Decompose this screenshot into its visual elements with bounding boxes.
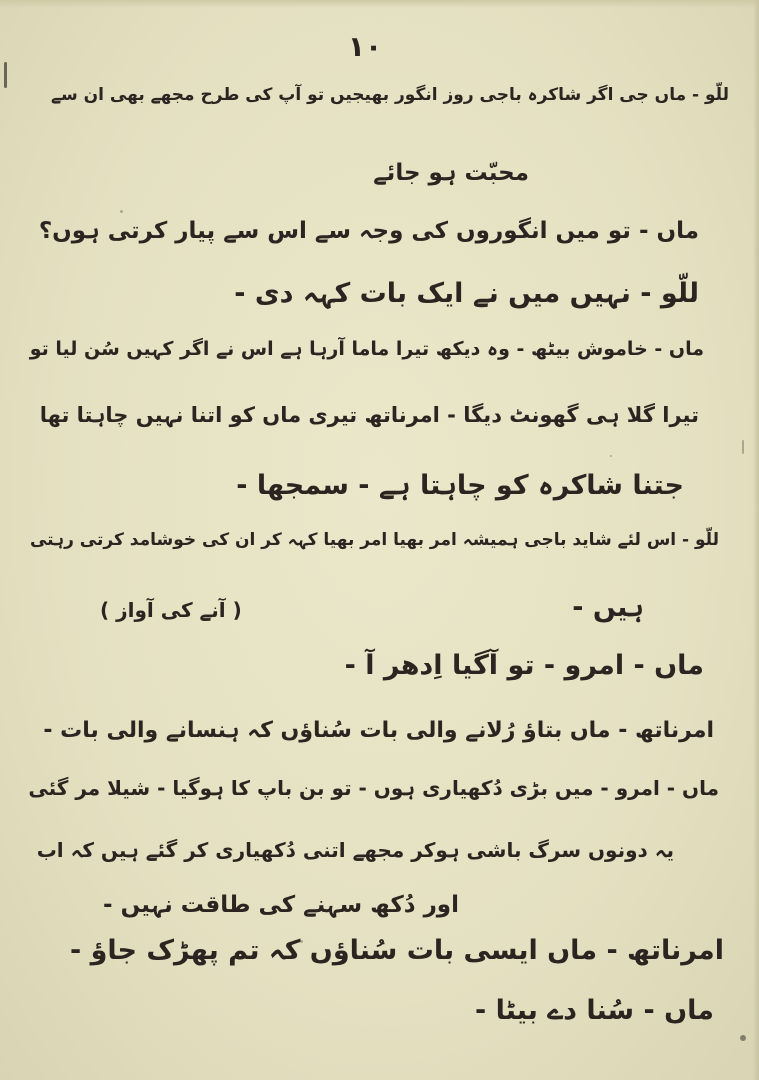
speaker-label: امرناتھ -	[606, 935, 724, 966]
dialogue-line-1	[51, 85, 729, 105]
dialogue-line-8	[30, 530, 719, 550]
dialogue-line-13	[37, 838, 674, 862]
dialogue-text: ماں ایسی بات سُناؤں کہ تم پھڑک جاؤ -	[69, 935, 607, 966]
margin-mark	[4, 62, 7, 88]
dialogue-text: یہ دونوں سرگ باشی ہوکر مجھے اتنی دُکھیاری کر گئے ہیں کہ اب	[36, 838, 674, 862]
dialogue-text: محبّت ہو جائے	[373, 160, 529, 186]
speaker-label: ماں -	[633, 650, 704, 681]
dialogue-line-10	[345, 650, 704, 682]
dialogue-text: نہیں میں نے ایک بات کہہ دی -	[234, 278, 641, 309]
dialogue-line-4	[234, 278, 699, 310]
dialogue-text: تیرا گلا ہی گھونٹ دیگا - امرناتھ تیری ماں کو اتنا نہیں چاہتا تھا	[39, 403, 699, 427]
dialogue-line-7	[236, 470, 684, 502]
speaker-label: ماں -	[643, 995, 714, 1026]
dialogue-line-6	[40, 403, 699, 428]
dialogue-text: ماں بتاؤ رُلانے والی بات سُناؤں کہ ہنسانے والی بات -	[43, 718, 619, 743]
page-edge-right	[753, 0, 759, 1080]
dialogue-line-11	[43, 718, 714, 744]
speaker-label: ماں -	[654, 338, 704, 360]
dialogue-text: سُنا دے بیٹا -	[474, 995, 644, 1026]
page-edge-top	[0, 0, 759, 8]
dialogue-text: امرو - تو آگیا اِدھر آ -	[344, 650, 634, 681]
dialogue-line-9	[572, 592, 644, 624]
speaker-label: للّو -	[692, 85, 729, 105]
dialogue-line-15	[70, 935, 724, 967]
dialogue-text: اس لئے شاید باجی ہمیشہ امر بھیا امر بھیا کہہ کر ان کی خوشامد کرتی رہتی	[29, 530, 683, 550]
page-number: ۱۰	[347, 30, 383, 63]
speaker-label: ماں -	[638, 218, 699, 244]
speaker-label: للّو -	[640, 278, 699, 309]
dialogue-line-5	[30, 338, 704, 361]
dialogue-line-2	[373, 160, 529, 188]
speaker-label: للّو -	[682, 530, 719, 550]
dialogue-text: تو میں انگوروں کی وجہ سے اس سے پیار کرتی ہوں؟	[38, 218, 639, 244]
dialogue-line-14	[103, 892, 459, 920]
dialogue-text: ماں جی اگر شاکرہ باجی روز انگور بھیجیں تو آپ کی طرح مجھے بھی ان سے	[51, 85, 693, 105]
dialogue-text: ہیں -	[572, 592, 644, 623]
dialogue-text: خاموش بیٹھ - وہ دیکھ تیرا ماما آرہا ہے اس نے اگر کہیں سُن لیا تو	[29, 338, 655, 360]
dialogue-text: جتنا شاکرہ کو چاہتا ہے - سمجھا -	[236, 470, 684, 501]
dialogue-line-12	[28, 776, 719, 800]
dialogue-line-3	[39, 218, 699, 246]
ink-dot	[740, 1035, 746, 1041]
speaker-label: امرناتھ -	[618, 718, 714, 743]
dialogue-text: امرو - میں بڑی دُکھیاری ہوں - تو بن باپ کا ہوگیا - شیلا مر گئی	[28, 776, 667, 800]
paper-speck	[120, 210, 123, 213]
paper-speck	[742, 440, 744, 454]
stage-direction: ( آنے کی آواز )	[100, 598, 242, 622]
dialogue-text: اور دُکھ سہنے کی طاقت نہیں -	[103, 892, 459, 918]
paper-speck	[610, 455, 612, 457]
dialogue-line-16	[475, 995, 714, 1027]
speaker-label: ماں -	[666, 776, 719, 800]
